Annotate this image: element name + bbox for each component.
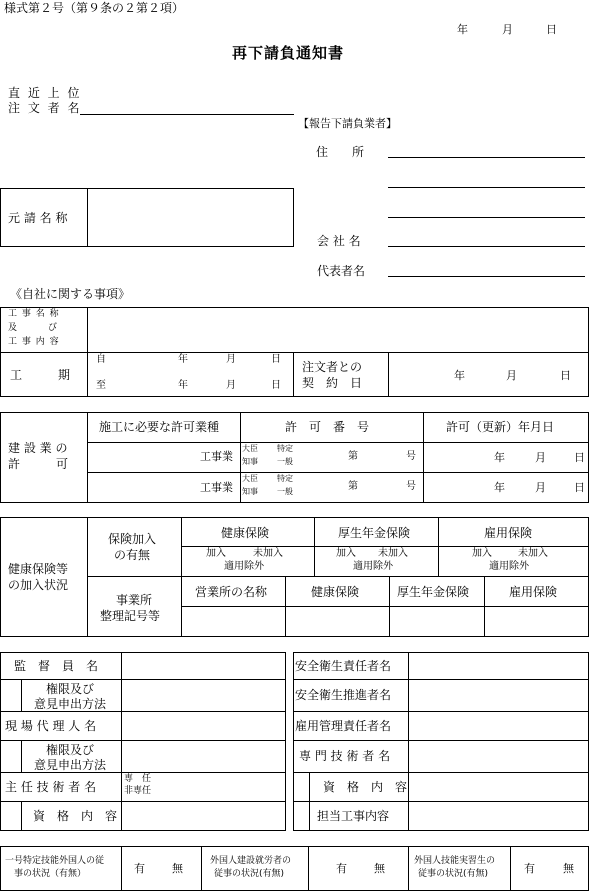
not-full-time-option[interactable]: 非専任 (124, 786, 152, 796)
date-month: 月 (502, 23, 513, 36)
assigned-work-label: 担当工事内容 (317, 809, 390, 823)
from-month: 月 (226, 354, 236, 365)
license-business-2: 工事業 (200, 481, 233, 494)
agent-authority-2: 意見申出方法 (34, 758, 107, 772)
employment-manager-label: 雇用管理責任者名 (295, 719, 392, 733)
to-month: 月 (226, 380, 236, 391)
foreign-item2-yes[interactable]: 有 (336, 862, 347, 875)
license-col-number: 許 可 番 号 (285, 420, 370, 434)
license-minister-2: 大臣 (242, 474, 258, 483)
pension-excluded[interactable]: 適用除外 (353, 561, 393, 572)
insurance-status-label-2: の有無 (114, 548, 151, 562)
health-joined[interactable]: 加入 (206, 548, 226, 559)
supervisor-authority-1: 権限及び (46, 682, 95, 696)
orderer-label-2: 注 文 者 名 (8, 101, 82, 115)
employment-joined[interactable]: 加入 (472, 548, 492, 559)
license-governor-2: 知事 (242, 487, 258, 496)
supervisor-label: 監 督 員 名 (14, 659, 99, 673)
representative-field[interactable] (388, 276, 585, 277)
work-name-label-1: 工 事 名 称 (8, 309, 60, 319)
address-field-1[interactable] (388, 157, 585, 158)
period-label: 工 期 (10, 368, 71, 382)
license-label-2: 許 可 (8, 457, 69, 471)
license-specific-2: 特定 (277, 474, 293, 483)
health-excluded[interactable]: 適用除外 (224, 561, 264, 572)
agent-authority-1: 権限及び (46, 743, 95, 757)
contract-date-label-1: 注文者との (302, 360, 363, 374)
representative-label: 代表者名 (317, 264, 366, 278)
address-field-2[interactable] (388, 187, 585, 188)
foreign-item2-label-2: 従事の状況(有無) (214, 869, 285, 879)
qualification-right-label: 資 格 内 容 (323, 780, 408, 794)
form-number: 様式第２号（第９条の２第２項） (4, 1, 185, 15)
supervisor-authority-2: 意見申出方法 (34, 697, 107, 711)
insurance-status-label-1: 保険加入 (108, 532, 157, 546)
insurance-label-2: の加入状況 (8, 578, 69, 592)
foreign-item3-label-1: 外国人技能実習生の (414, 856, 496, 866)
license-year-2: 年 (494, 481, 505, 494)
full-time-option[interactable]: 専 任 (124, 774, 152, 784)
license-general-2: 一般 (277, 487, 293, 496)
site-agent-label: 現 場 代 理 人 名 (5, 719, 97, 733)
work-name-field[interactable] (88, 308, 588, 352)
foreign-item1-label-2: 事の状況（有無） (14, 869, 87, 879)
foreign-item1-label-1: 一号特定技能外国人の従 (5, 856, 105, 866)
qualification-label: 資 格 内 容 (33, 809, 118, 823)
employment-not-joined[interactable]: 未加入 (518, 548, 548, 559)
license-col-type: 施工に必要な許可業種 (99, 420, 220, 434)
health-insurance-header: 健康保険 (221, 526, 270, 540)
to-year: 年 (178, 380, 188, 391)
license-month-2: 月 (535, 481, 546, 494)
health-not-joined[interactable]: 未加入 (253, 548, 283, 559)
prime-contractor-field[interactable] (88, 189, 293, 246)
license-day-1: 日 (574, 451, 585, 464)
office-label-2: 整理記号等 (100, 609, 161, 623)
address-label: 住 所 (316, 145, 365, 159)
reporter-section: 【報告下請負業者】 (298, 117, 397, 130)
work-name-label-2: 及 び (8, 323, 59, 333)
office-label-1: 事業所 (116, 593, 153, 607)
foreign-item1-yes[interactable]: 有 (134, 862, 145, 875)
employment-excluded[interactable]: 適用除外 (489, 561, 529, 572)
company-label: 会 社 名 (317, 234, 361, 248)
orderer-label-1: 直 近 上 位 (8, 86, 82, 100)
contract-date-label-2: 契 約 日 (302, 376, 363, 390)
from-year: 年 (178, 354, 188, 365)
self-section-title: 《自社に関する事項》 (10, 287, 131, 301)
license-minister-1: 大臣 (242, 444, 258, 453)
license-dai-2: 第 (348, 481, 358, 492)
work-name-label-3: 工 事 内 容 (8, 337, 60, 347)
from-day: 日 (271, 354, 281, 365)
prime-contractor-label: 元 請 名 称 (8, 211, 68, 225)
foreign-item1-no[interactable]: 無 (172, 862, 183, 875)
contract-day: 日 (560, 369, 571, 382)
office-pension-header: 厚生年金保険 (397, 585, 470, 599)
license-governor-1: 知事 (242, 457, 258, 466)
license-col-date: 許可（更新）年月日 (446, 420, 555, 434)
orderer-name-field[interactable] (80, 114, 294, 115)
date-day: 日 (546, 23, 557, 36)
pension-not-joined[interactable]: 未加入 (378, 548, 408, 559)
contract-year: 年 (454, 369, 465, 382)
license-general-1: 一般 (277, 457, 293, 466)
office-name-header: 営業所の名称 (195, 585, 268, 599)
foreign-item3-yes[interactable]: 有 (524, 862, 535, 875)
foreign-item2-no[interactable]: 無 (374, 862, 385, 875)
license-dai-1: 第 (348, 451, 358, 462)
specialist-label: 専 門 技 術 者 名 (299, 749, 391, 763)
foreign-workers-table (0, 846, 589, 891)
company-field[interactable] (388, 246, 585, 247)
license-go-1: 号 (406, 451, 416, 462)
document-title: 再下請負通知書 (232, 44, 345, 62)
contract-month: 月 (506, 369, 517, 382)
date-year: 年 (457, 23, 468, 36)
license-label-1: 建 設 業 の (8, 441, 68, 455)
license-day-2: 日 (574, 481, 585, 494)
period-from: 自 (96, 354, 106, 365)
address-field-3[interactable] (388, 217, 585, 218)
pension-header: 厚生年金保険 (338, 526, 411, 540)
license-month-1: 月 (535, 451, 546, 464)
foreign-item3-label-2: 従事の状況(有無) (418, 869, 489, 879)
pension-joined[interactable]: 加入 (336, 548, 356, 559)
license-specific-1: 特定 (277, 444, 293, 453)
safety-promoter-label: 安全衛生推進者名 (295, 688, 392, 702)
license-business-1: 工事業 (200, 450, 233, 463)
foreign-item2-label-1: 外国人建設就労者の (210, 856, 292, 866)
period-to: 至 (96, 380, 106, 391)
safety-manager-label: 安全衛生責任者名 (295, 659, 392, 673)
chief-engineer-label: 主 任 技 術 者 名 (5, 780, 97, 794)
foreign-item3-no[interactable]: 無 (563, 862, 574, 875)
office-employment-header: 雇用保険 (509, 585, 558, 599)
to-day: 日 (271, 380, 281, 391)
insurance-label-1: 健康保険等 (8, 562, 69, 576)
license-go-2: 号 (406, 481, 416, 492)
employment-insurance-header: 雇用保険 (484, 526, 533, 540)
office-health-header: 健康保険 (311, 585, 360, 599)
license-year-1: 年 (494, 451, 505, 464)
